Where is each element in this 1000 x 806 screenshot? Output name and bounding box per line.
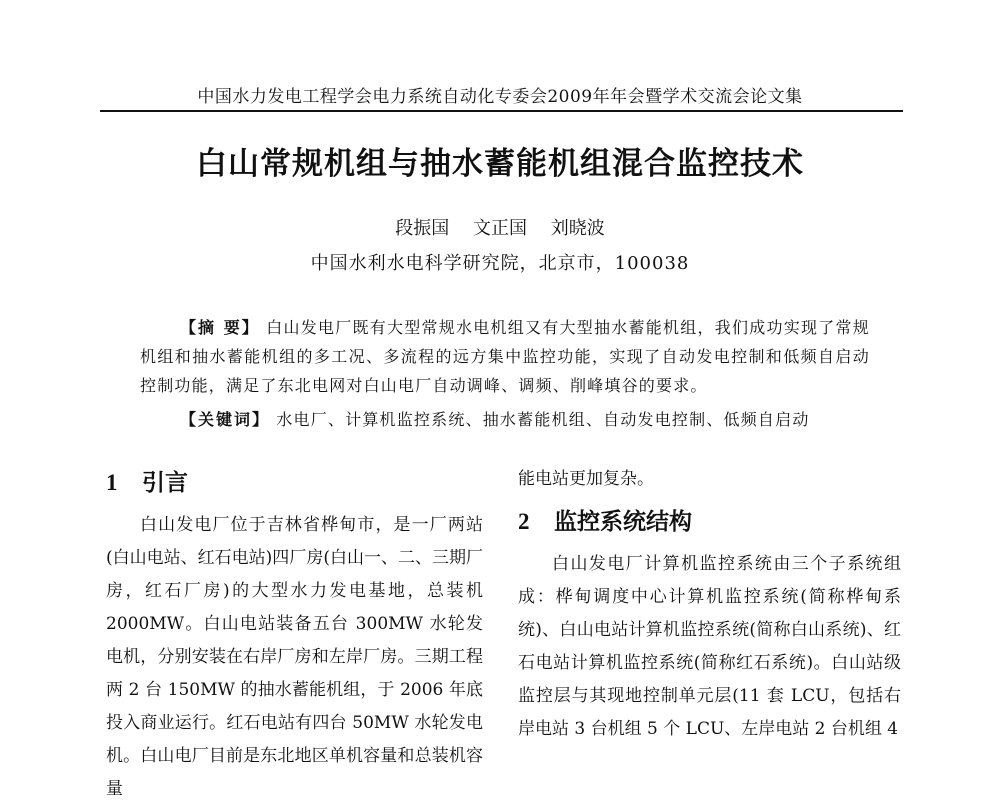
- keywords: [180, 407, 880, 430]
- running-header: 中国水力发电工程学会电力系统自动化专委会2009年年会暨学术交流会论文集: [197, 87, 803, 107]
- keywords-text: 水电厂、计算机监控系统、抽水蓄能机组、自动发电控制、低频自启动: [276, 410, 810, 429]
- section-1-title: 引言: [142, 470, 188, 496]
- section-2-number: 2: [518, 509, 530, 534]
- author-affiliation: 中国水利水电科学研究院，北京市，100038: [310, 253, 690, 274]
- section-1-continuation: 能电站更加复杂。: [518, 469, 654, 489]
- header-rule: [100, 110, 903, 112]
- section-1-heading: [106, 463, 483, 503]
- section-1-number: 1: [106, 470, 118, 495]
- left-column: [106, 463, 483, 806]
- section-2-title: 监控系统结构: [554, 509, 692, 535]
- section-2-paragraph: 白山发电厂计算机监控系统由三个子系统组成：桦甸调度中心计算机监控系统(简称桦甸系统)、白山电站计算机监控系统(简称白山系统)、红石电站计算机监控系统(简称红石系统)。白山站级监控层与其现地控制单元层(11 套 LCU，包括右岸电站 3 台机组 5 个 LCU、左岸电站 2 台机组 4: [518, 554, 901, 739]
- section-1-paragraph: 白山发电厂位于吉林省桦甸市，是一厂两站(白山电站、红石电站)四厂房(白山一、二、三期厂房，红石厂房)的大型水力发电基地，总装机2000MW。白山电站装备五台 300MW 水轮发电机，分别安装在右岸厂房和左岸厂房。三期工程两 2 台 150MW 的抽水蓄能机组，于 2006 年底投入商业运行。红石电站有四台 50MW 水轮发电机。白山电厂目前是东北地区单机容量和总装机容量: [106, 515, 483, 799]
- section-2-heading: [518, 502, 901, 542]
- abstract-label: 【摘 要】: [180, 318, 260, 337]
- keywords-label: 【关键词】: [180, 410, 271, 429]
- abstract: [140, 313, 870, 400]
- author-list: 段振国 文正国 刘晓波: [395, 218, 605, 239]
- right-column: [518, 463, 901, 746]
- paper-title: 白山常规机组与抽水蓄能机组混合监控技术: [196, 146, 804, 182]
- abstract-text: 白山发电厂既有大型常规水电机组又有大型抽水蓄能机组，我们成功实现了常规机组和抽水蓄能机组的多工况、多流程的远方集中监控功能，实现了自动发电控制和低频自启动控制功能，满足了东北电网对白山电厂自动调峰、调频、削峰填谷的要求。: [140, 318, 870, 395]
